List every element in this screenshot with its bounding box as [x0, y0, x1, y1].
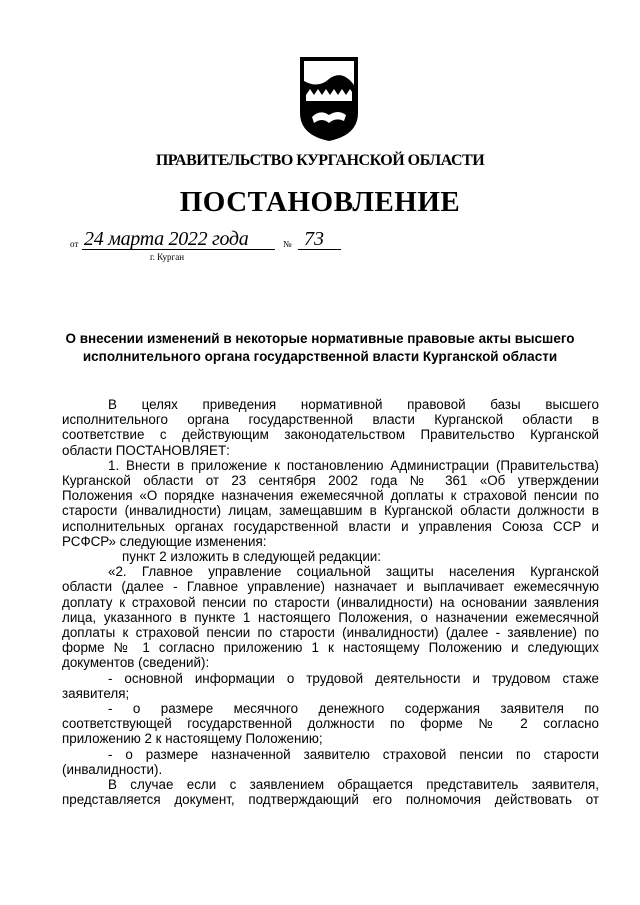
body-line: соответствие с действующим законодательством Правительство Курганской	[62, 427, 599, 443]
body-line: заявителя;	[62, 685, 130, 701]
body-line: «2. Главное управление социальной защиты населения Курганской	[108, 564, 599, 580]
body-line: (инвалидности).	[62, 761, 163, 777]
body-line: - о размере месячного денежного содержания заявителя по	[108, 701, 599, 717]
organization-name: ПРАВИТЕЛЬСТВО КУРГАНСКОЙ ОБЛАСТИ	[155, 152, 485, 169]
body-line: старости (инвалидности) лицам, замещавшим в Курганской области должности в	[62, 503, 599, 519]
body-line: доплату к страховой пенсии по старости (инвалидности) на основании заявления	[62, 594, 599, 610]
body-line: - основной информации о трудовой деятельности и трудовом стаже	[108, 670, 599, 686]
body-line: исполнительного органа государственной власти Курганской области в	[62, 412, 599, 428]
body-line: форме № 1 согласно приложению 1 к настоящему Положению и следующих	[62, 640, 599, 656]
body-line: В целях приведения нормативной правовой базы высшего	[108, 397, 599, 412]
body-line: - о размере назначенной заявителю страховой пенсии по старости	[108, 746, 599, 762]
body-line: пункт 2 изложить в следующей редакции:	[122, 549, 381, 565]
document-date: 24 марта 2022 года	[84, 228, 249, 250]
body-line: В случае если с заявлением обращается представитель заявителя,	[108, 777, 599, 793]
body-line: исполнительных органах государственной власти и управления Союза ССР и	[62, 518, 599, 534]
body-line: соответствующей государственной должности по форме № 2 согласно	[62, 716, 599, 732]
date-underline	[82, 249, 275, 250]
body-line: Курганской области от 23 сентября 2002 года № 361 «Об утверждении	[62, 473, 599, 489]
title-line: О внесении изменений в некоторые нормативные правовые акты высшего	[65, 331, 575, 346]
city-label: г. Курган	[150, 252, 185, 262]
document-body	[62, 397, 599, 807]
number-underline	[298, 249, 341, 250]
body-line: приложению 2 к настоящему Положению;	[62, 731, 323, 747]
date-number-line	[70, 228, 370, 268]
body-line: 1. Внести в приложение к постановлению Администрации (Правительства)	[108, 457, 599, 473]
date-prefix: от	[70, 239, 79, 249]
body-line: лица, указанного в пункте 1 настоящего Положения, о назначении ежемесячной	[62, 609, 599, 625]
coat-of-arms-emblem	[298, 55, 360, 143]
document-number: 73	[304, 228, 324, 250]
body-line: РСФСР» следующие изменения:	[62, 533, 267, 549]
body-line: области (далее - Главное управление) назначает и выплачивает ежемесячную	[62, 579, 599, 595]
body-line: представляется документ, подтверждающий его полномочия действовать от	[62, 792, 599, 808]
body-line: документов (сведений):	[62, 655, 210, 671]
body-line: доплаты к страховой пенсии по старости (инвалидности) (далее - заявление) по	[62, 625, 599, 641]
body-line: области ПОСТАНОВЛЯЕТ:	[62, 442, 230, 458]
body-line: Положения «О порядке назначения ежемесячной доплаты к страховой пенсии по	[62, 488, 599, 504]
document-title	[0, 330, 640, 366]
title-line: исполнительного органа государственной власти Курганской области	[82, 349, 558, 364]
document-type-heading: ПОСТАНОВЛЕНИЕ	[179, 186, 461, 218]
number-prefix: №	[283, 239, 292, 249]
